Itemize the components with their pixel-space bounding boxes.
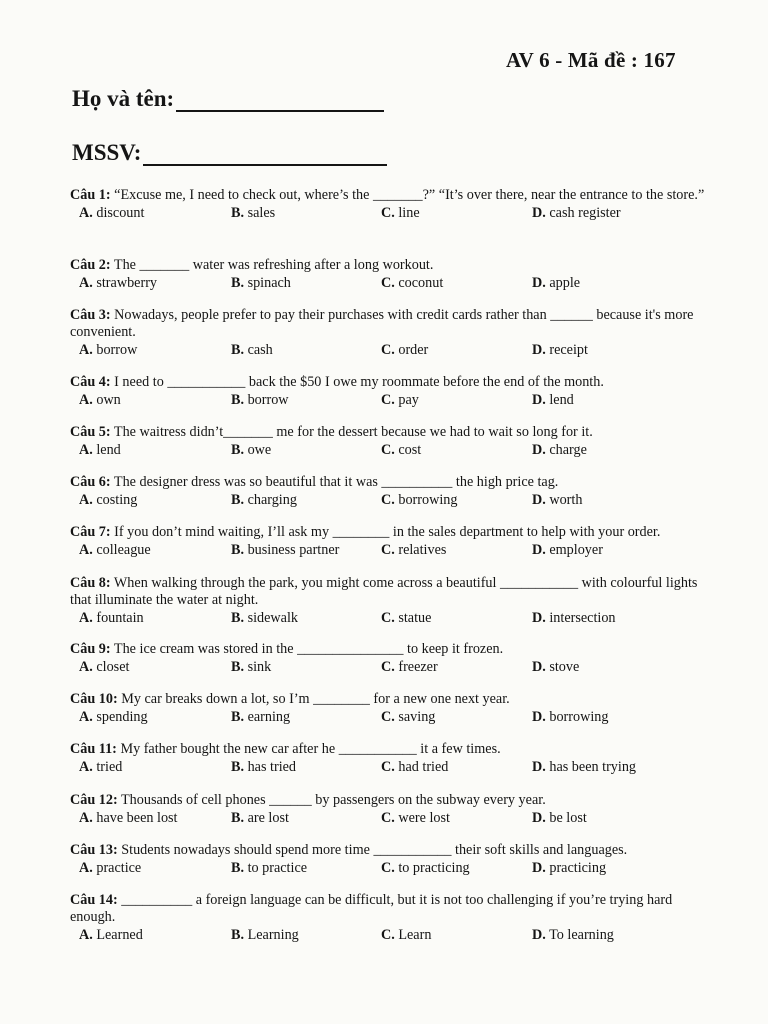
option-text: cost (398, 442, 422, 458)
option-text: cash register (549, 205, 621, 221)
option-letter: D. (532, 442, 546, 458)
option-text: order (398, 342, 429, 358)
question-number: Câu 11: (70, 741, 117, 757)
option-text: sink (247, 659, 272, 675)
answer-option-c[interactable] (381, 610, 532, 627)
option-letter: A. (79, 759, 93, 775)
question-stem (70, 792, 720, 809)
answer-option-a[interactable] (70, 709, 231, 726)
question-2 (70, 257, 720, 292)
option-text: sales (247, 205, 276, 221)
option-text: intersection (549, 610, 616, 626)
question-stem (70, 187, 720, 204)
question-text: Thousands of cell phones ______ by passengers on the subway every year. (121, 792, 546, 808)
question-1 (70, 187, 720, 222)
answer-option-b[interactable] (231, 492, 381, 509)
option-text: line (398, 205, 420, 221)
option-text: apple (549, 275, 581, 291)
option-text: borrow (96, 342, 138, 358)
answer-options (70, 759, 720, 776)
answer-option-d[interactable] (532, 860, 682, 877)
question-text: My car breaks down a lot, so I’m ________ for a new one next year. (121, 691, 510, 707)
answer-options (70, 709, 720, 726)
option-text: stove (549, 659, 580, 675)
option-text: To learning (549, 927, 614, 943)
option-text: Learning (247, 927, 299, 943)
question-9 (70, 641, 720, 676)
answer-option-d[interactable] (532, 275, 682, 292)
answer-option-a[interactable] (70, 442, 231, 459)
question-text: The designer dress was so beautiful that it was __________ the high price tag. (113, 474, 559, 490)
answer-option-c[interactable] (381, 659, 532, 676)
question-stem (70, 741, 720, 758)
option-letter: C. (381, 442, 395, 458)
question-12 (70, 792, 720, 827)
answer-option-a[interactable] (70, 205, 231, 222)
option-text: saving (398, 709, 436, 725)
answer-option-c[interactable] (381, 342, 532, 359)
option-text: relatives (398, 542, 447, 558)
question-stem (70, 641, 720, 658)
option-letter: A. (79, 492, 93, 508)
option-letter: B. (231, 659, 245, 675)
exam-code: AV 6 - Mã đề : 167 (506, 48, 676, 72)
option-text: to practice (247, 860, 308, 876)
answer-option-c[interactable] (381, 542, 532, 559)
answer-options (70, 392, 720, 409)
option-letter: A. (79, 392, 93, 408)
student-name-blank (176, 88, 384, 112)
answer-option-b[interactable] (231, 860, 381, 877)
answer-option-c[interactable] (381, 709, 532, 726)
answer-option-a[interactable] (70, 810, 231, 827)
answer-option-a[interactable] (70, 860, 231, 877)
option-text: fountain (96, 610, 144, 626)
answer-option-b[interactable] (231, 442, 381, 459)
question-text: Nowadays, people prefer to pay their purchases with credit cards rather than ______ because it's more convenient. (70, 307, 694, 340)
answer-option-d[interactable] (532, 659, 682, 676)
option-text: lend (96, 442, 121, 458)
answer-option-d[interactable] (532, 342, 682, 359)
option-text: spending (96, 709, 148, 725)
option-text: Learned (96, 927, 143, 943)
answer-option-d[interactable] (532, 392, 682, 409)
option-letter: A. (79, 542, 93, 558)
option-text: colleague (96, 542, 151, 558)
answer-options (70, 810, 720, 827)
option-letter: D. (532, 659, 546, 675)
option-text: practice (96, 860, 142, 876)
option-text: borrow (247, 392, 289, 408)
question-number: Câu 6: (70, 474, 111, 490)
option-text: business partner (247, 542, 340, 558)
answer-option-b[interactable] (231, 927, 381, 944)
option-letter: A. (79, 442, 93, 458)
answer-option-c[interactable] (381, 392, 532, 409)
question-stem (70, 575, 720, 609)
option-text: borrowing (398, 492, 458, 508)
option-letter: D. (532, 205, 546, 221)
option-letter: B. (231, 860, 245, 876)
option-letter: C. (381, 205, 395, 221)
option-letter: B. (231, 392, 245, 408)
option-text: statue (398, 610, 432, 626)
option-text: costing (96, 492, 138, 508)
option-letter: C. (381, 927, 395, 943)
answer-option-b[interactable] (231, 342, 381, 359)
student-name-field (72, 86, 384, 112)
option-letter: D. (532, 810, 546, 826)
option-letter: B. (231, 810, 245, 826)
option-letter: B. (231, 492, 245, 508)
option-text: sidewalk (247, 610, 298, 626)
option-text: closet (96, 659, 130, 675)
question-text: “Excuse me, I need to check out, where’s the _______?” “It’s over there, near the entrance to the store.” (114, 187, 705, 203)
answer-options (70, 927, 720, 944)
option-letter: B. (231, 759, 245, 775)
question-14 (70, 892, 720, 944)
answer-option-b[interactable] (231, 542, 381, 559)
question-stem (70, 691, 720, 708)
question-stem (70, 307, 720, 341)
option-text: earning (247, 709, 291, 725)
answer-option-d[interactable] (532, 927, 682, 944)
question-text: My father bought the new car after he ___________ it a few times. (120, 741, 501, 757)
question-text: Students nowadays should spend more time ___________ their soft skills and languages. (121, 842, 628, 858)
answer-options (70, 275, 720, 292)
question-stem (70, 842, 720, 859)
question-stem (70, 374, 720, 391)
option-letter: C. (381, 810, 395, 826)
option-letter: C. (381, 275, 395, 291)
question-13 (70, 842, 720, 877)
option-letter: D. (532, 492, 546, 508)
answer-option-c[interactable] (381, 927, 532, 944)
answer-option-d[interactable] (532, 610, 682, 627)
option-text: practicing (549, 860, 607, 876)
question-10 (70, 691, 720, 726)
student-id-label: MSSV: (72, 140, 142, 165)
question-number: Câu 1: (70, 187, 111, 203)
question-text: The _______ water was refreshing after a long workout. (113, 257, 434, 273)
option-text: spinach (247, 275, 291, 291)
question-stem (70, 524, 720, 541)
answer-option-d[interactable] (532, 759, 682, 776)
option-letter: D. (532, 275, 546, 291)
option-letter: B. (231, 442, 245, 458)
option-letter: A. (79, 927, 93, 943)
question-8 (70, 575, 720, 627)
option-letter: C. (381, 659, 395, 675)
option-letter: C. (381, 860, 395, 876)
answer-option-d[interactable] (532, 492, 682, 509)
option-letter: D. (532, 342, 546, 358)
option-letter: C. (381, 542, 395, 558)
question-number: Câu 3: (70, 307, 111, 323)
answer-option-d[interactable] (532, 709, 682, 726)
option-text: coconut (398, 275, 444, 291)
question-number: Câu 9: (70, 641, 111, 657)
answer-option-a[interactable] (70, 927, 231, 944)
option-letter: B. (231, 610, 245, 626)
question-text: __________ a foreign language can be difficult, but it is not too challenging if you’re trying hard enough. (70, 892, 673, 925)
question-text: When walking through the park, you might come across a beautiful ___________ with colourful lights that illuminate the water at night. (70, 575, 698, 608)
option-text: charge (549, 442, 587, 458)
option-text: be lost (549, 810, 587, 826)
answer-option-b[interactable] (231, 659, 381, 676)
question-text: I need to ___________ back the $50 I owe my roommate before the end of the month. (114, 374, 604, 390)
answer-option-b[interactable] (231, 392, 381, 409)
option-text: borrowing (549, 709, 609, 725)
option-letter: C. (381, 492, 395, 508)
answer-option-b[interactable] (231, 709, 381, 726)
question-stem (70, 424, 720, 441)
option-text: freezer (398, 659, 438, 675)
answer-options (70, 342, 720, 359)
option-letter: B. (231, 342, 245, 358)
student-id-field (72, 140, 387, 166)
answer-option-c[interactable] (381, 759, 532, 776)
option-letter: A. (79, 342, 93, 358)
question-number: Câu 12: (70, 792, 118, 808)
answer-option-a[interactable] (70, 759, 231, 776)
option-text: were lost (398, 810, 450, 826)
question-number: Câu 8: (70, 575, 111, 591)
student-id-blank (143, 142, 387, 166)
answer-option-a[interactable] (70, 392, 231, 409)
option-text: have been lost (96, 810, 178, 826)
option-letter: A. (79, 610, 93, 626)
option-text: cash (247, 342, 273, 358)
question-number: Câu 13: (70, 842, 118, 858)
answer-option-b[interactable] (231, 810, 381, 827)
option-letter: D. (532, 927, 546, 943)
question-11 (70, 741, 720, 776)
answer-option-d[interactable] (532, 810, 682, 827)
answer-option-c[interactable] (381, 275, 532, 292)
option-letter: D. (532, 392, 546, 408)
option-letter: D. (532, 860, 546, 876)
option-letter: B. (231, 205, 245, 221)
option-text: has been trying (549, 759, 637, 775)
option-letter: D. (532, 759, 546, 775)
option-letter: A. (79, 860, 93, 876)
question-number: Câu 10: (70, 691, 118, 707)
option-letter: D. (532, 709, 546, 725)
answer-option-d[interactable] (532, 542, 682, 559)
question-3 (70, 307, 720, 359)
option-letter: A. (79, 275, 93, 291)
option-letter: A. (79, 709, 93, 725)
option-letter: C. (381, 392, 395, 408)
question-number: Câu 2: (70, 257, 111, 273)
answer-option-b[interactable] (231, 759, 381, 776)
question-number: Câu 14: (70, 892, 118, 908)
answer-option-c[interactable] (381, 442, 532, 459)
option-letter: B. (231, 542, 245, 558)
answer-option-b[interactable] (231, 275, 381, 292)
answer-option-a[interactable] (70, 342, 231, 359)
option-text: worth (549, 492, 583, 508)
option-letter: C. (381, 709, 395, 725)
option-text: charging (247, 492, 297, 508)
option-text: had tried (398, 759, 449, 775)
option-text: Learn (398, 927, 432, 943)
student-name-label: Họ và tên: (72, 86, 175, 111)
question-number: Câu 5: (70, 424, 111, 440)
answer-options (70, 492, 720, 509)
option-letter: B. (231, 927, 245, 943)
question-number: Câu 4: (70, 374, 111, 390)
question-text: The waitress didn’t_______ me for the dessert because we had to wait so long for it. (113, 424, 593, 440)
option-letter: B. (231, 275, 245, 291)
question-6 (70, 474, 720, 509)
option-letter: A. (79, 205, 93, 221)
option-letter: D. (532, 610, 546, 626)
option-letter: C. (381, 342, 395, 358)
question-4 (70, 374, 720, 409)
answer-option-c[interactable] (381, 860, 532, 877)
question-7 (70, 524, 720, 559)
option-text: discount (96, 205, 145, 221)
question-number: Câu 7: (70, 524, 111, 540)
answer-option-c[interactable] (381, 492, 532, 509)
option-letter: B. (231, 709, 245, 725)
answer-options (70, 542, 720, 559)
answer-option-a[interactable] (70, 610, 231, 627)
question-5 (70, 424, 720, 459)
question-text: If you don’t mind waiting, I’ll ask my ________ in the sales department to help with your order. (114, 524, 661, 540)
answer-option-c[interactable] (381, 205, 532, 222)
answer-options (70, 610, 720, 627)
answer-options (70, 205, 720, 222)
answer-option-c[interactable] (381, 810, 532, 827)
answer-option-b[interactable] (231, 205, 381, 222)
answer-options (70, 659, 720, 676)
option-text: owe (247, 442, 272, 458)
option-text: pay (398, 392, 419, 408)
option-text: strawberry (96, 275, 158, 291)
question-text: The ice cream was stored in the _______________ to keep it frozen. (113, 641, 504, 657)
answer-option-a[interactable] (70, 659, 231, 676)
question-stem (70, 892, 720, 926)
option-letter: A. (79, 659, 93, 675)
option-letter: C. (381, 759, 395, 775)
option-letter: C. (381, 610, 395, 626)
answer-option-d[interactable] (532, 442, 682, 459)
option-text: employer (549, 542, 603, 558)
answer-option-d[interactable] (532, 205, 682, 222)
option-letter: D. (532, 542, 546, 558)
option-text: tried (96, 759, 123, 775)
answer-option-a[interactable] (70, 492, 231, 509)
question-stem (70, 474, 720, 491)
option-text: has tried (247, 759, 297, 775)
option-text: lend (549, 392, 574, 408)
answer-option-a[interactable] (70, 542, 231, 559)
answer-option-a[interactable] (70, 275, 231, 292)
option-letter: A. (79, 810, 93, 826)
option-text: own (96, 392, 121, 408)
answer-options (70, 442, 720, 459)
option-text: to practicing (398, 860, 470, 876)
option-text: are lost (247, 810, 289, 826)
answer-option-b[interactable] (231, 610, 381, 627)
answer-options (70, 860, 720, 877)
option-text: receipt (549, 342, 588, 358)
question-stem (70, 257, 720, 274)
